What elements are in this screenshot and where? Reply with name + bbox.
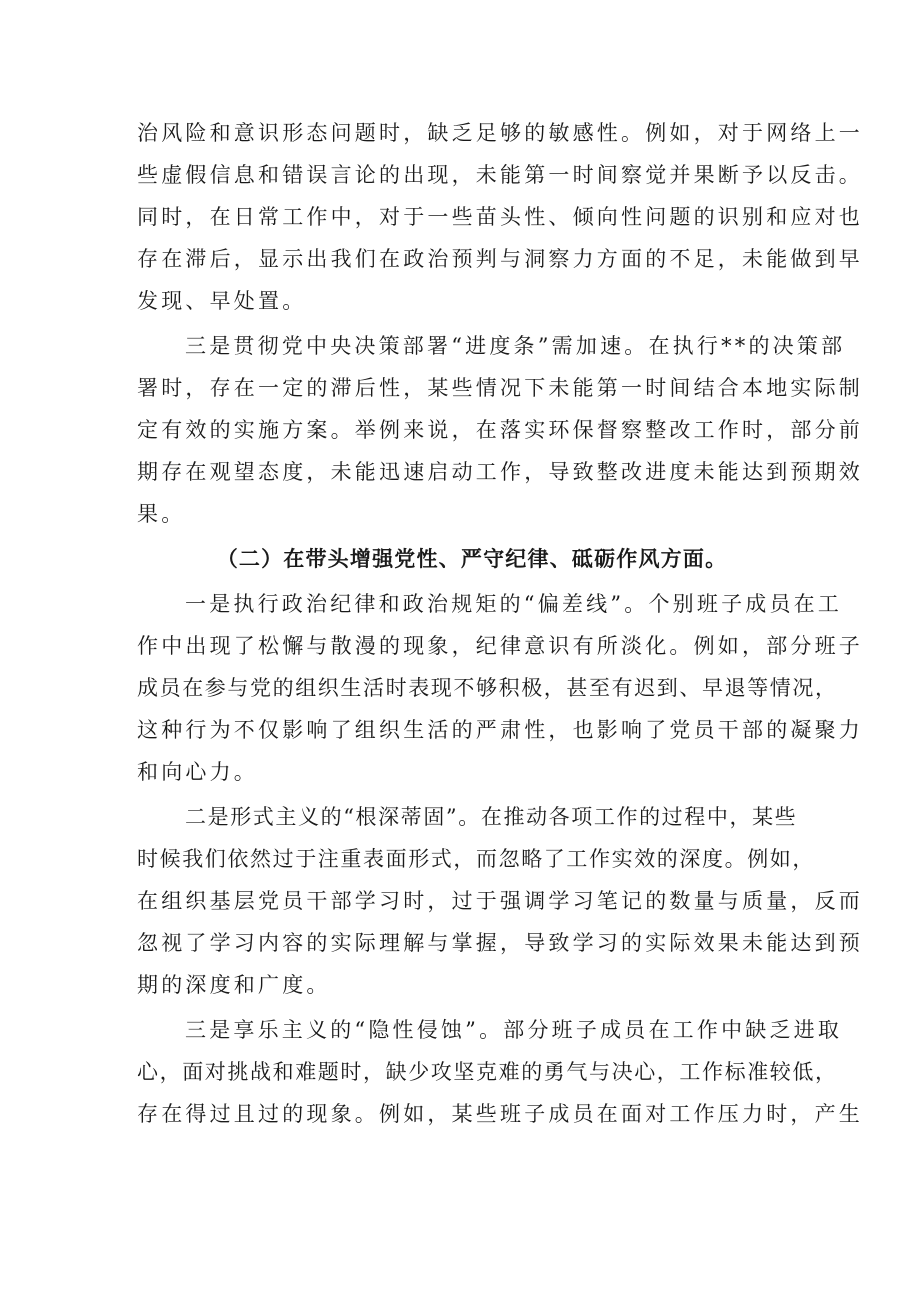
text-line: 作中出现了松懈与散漫的现象，纪律意识有所淡化。例如，部分班子 [137,634,863,658]
text-line: 忽视了学习内容的实际理解与掌握，导致学习的实际效果未能达到预 [137,931,863,955]
text-line: 存在滞后，显示出我们在政治预判与洞察力方面的不足，未能做到早 [137,247,863,271]
text-line: 存在得过且过的现象。例如，某些班子成员在面对工作压力时，产生 [137,1102,863,1126]
text-line: 和向心力。 [137,760,258,784]
paragraph-formalism [137,796,863,1006]
document-body [137,112,863,1135]
paragraph-political-discipline [137,583,863,793]
text-line: 治风险和意识形态问题时，缺乏足够的敏感性。例如，对于网络上一 [137,121,863,145]
paragraph-continuation [137,112,863,322]
text-line: 成员在参与党的组织生活时表现不够积极，甚至有迟到、早退等情况， [137,676,838,700]
text-line: 二是形式主义的“根深蒂固”。在推动各项工作的过程中，某些 [185,805,798,829]
text-line: 果。 [137,502,186,526]
text-line: 期的深度和广度。 [137,973,331,997]
text-line: 在组织基层党员干部学习时，过于强调学习笔记的数量与质量，反而 [137,889,863,913]
text-line: 发现、早处置。 [137,289,307,313]
text-line: 这种行为不仅影响了组织生活的严肃性，也影响了党员干部的凝聚力 [137,718,863,742]
text-line: 署时，存在一定的滞后性，某些情况下未能第一时间结合本地实际制 [137,376,863,400]
text-line: 同时，在日常工作中，对于一些苗头性、倾向性问题的识别和应对也 [137,205,863,229]
text-line: 三是贯彻党中央决策部署“进度条”需加速。在执行**的决策部 [185,334,846,358]
section-heading: （二）在带头增强党性、严守纪律、砥砺作风方面。 [216,546,728,571]
text-line: 时候我们依然过于注重表面形式，而忽略了工作实效的深度。例如， [137,847,815,871]
text-line: 心，面对挑战和难题时，缺少攻坚克难的勇气与决心，工作标准较低， [137,1060,838,1084]
text-line: 一是执行政治纪律和政治规矩的“偏差线”。个别班子成员在工 [185,592,843,616]
paragraph-hedonism [137,1009,863,1135]
text-line: 定有效的实施方案。举例来说，在落实环保督察整改工作时，部分前 [137,418,863,442]
text-line: 些虚假信息和错误言论的出现，未能第一时间察觉并果断予以反击。 [137,163,863,187]
text-line: 期存在观望态度，未能迅速启动工作，导致整改进度未能达到预期效 [137,460,863,484]
text-line: 三是享乐主义的“隐性侵蚀”。部分班子成员在工作中缺乏进取 [185,1018,843,1042]
paragraph-decision-implementation [137,325,863,535]
